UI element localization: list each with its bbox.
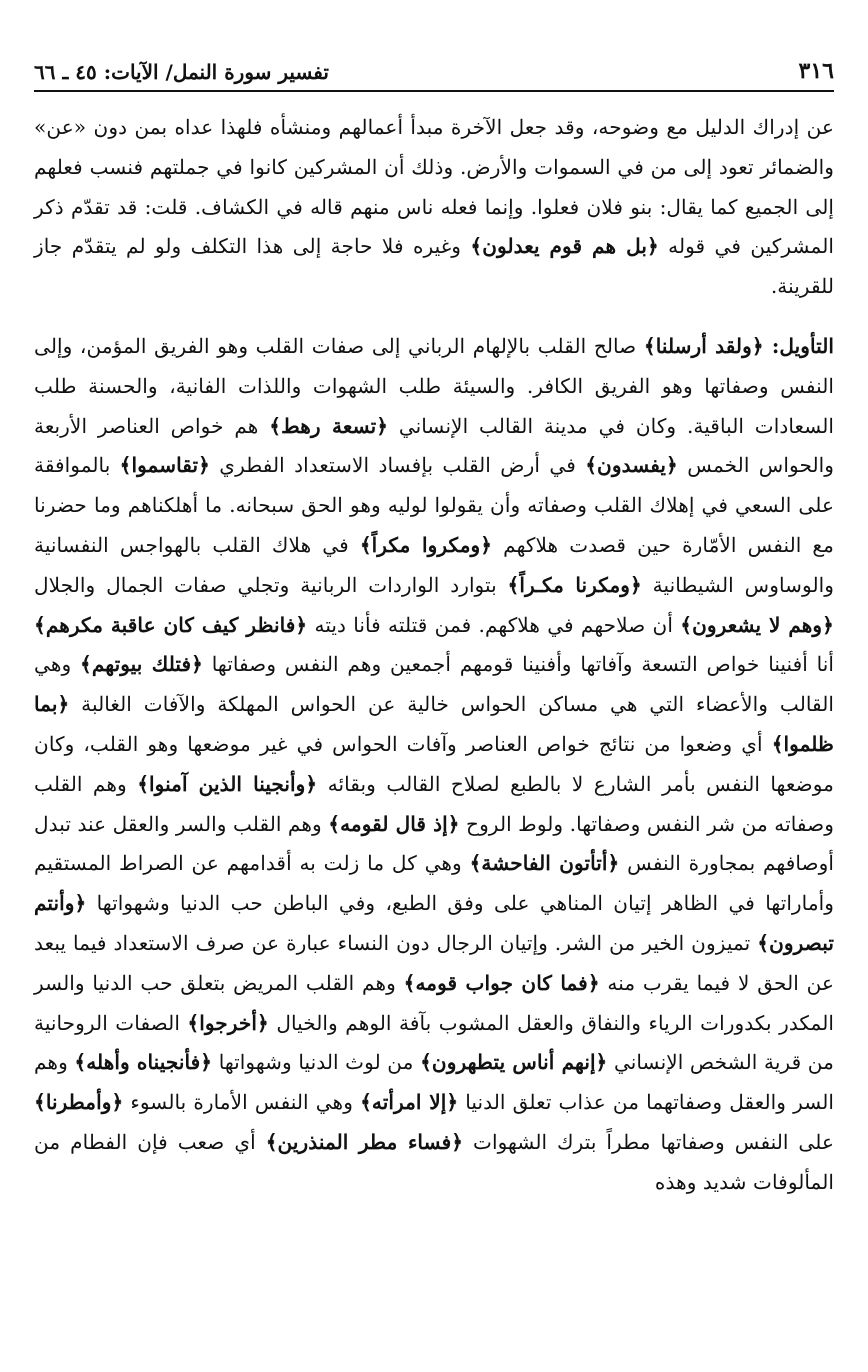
quran-quote: ﴿أتأتون الفاحشة﴾ [469,851,620,876]
quran-quote: ﴿فساء مطر المنذرين﴾ [265,1129,464,1154]
section-label: التأويل: [763,333,834,358]
quran-quote: ﴿إنهم أناس يتطهرون﴾ [420,1050,608,1075]
body-segment: أي وضعوا من نتائج خواص العناصر وآفات الحواس في غير موضعها وهو القلب، وكان موضعها النفس بأمر الشارع لا بالطبع لصلاح القالب وبقائه [34,731,834,796]
quran-quote: ﴿فانظر كيف كان عاقبة مكرهم﴾ [34,612,308,637]
body-segment: في أرض القلب بإفساد الاستعداد الفطري [209,453,586,478]
body-segment: وهي كل ما زلت به أقدامهم عن الصراط المستقيم وأماراتها في الظاهر إتيان المناهي على وفق الطبع، وفي الباطن حب الدنيا وشهواتها [34,851,834,916]
body-segment: عن إدراك الدليل مع وضوحه، وقد جعل الآخرة مبدأ أعمالهم ومنشأه فلهذا عداه بمن دون «عن» والضمائر تعود إلى من في السموات والأرض. وذلك أن المشركين كانوا في جملتهم فنسب فعلهم إلى الجميع كما يقال: بنو فلان فعلوا. وإنما فعله ناس منهم قاله في الكشاف. قلت: قد تقدّم ذكر المشركين في قوله [34,115,834,259]
quran-quote: ﴿ومكرنا مكـراً﴾ [507,572,642,597]
body-segment: على النفس وصفاتها مطراً بترك الشهوات [463,1129,834,1154]
quran-quote: ﴿وأمطرنا﴾ [34,1090,124,1115]
body-segment: أن صلاحهم في هلاكهم. فمن قتلته فأنا ديته [307,612,681,637]
body-segment: الصفات الروحانية من قرية الشخص الإنساني [34,1010,834,1075]
quran-quote: ﴿ولقد أرسلنا﴾ [643,333,764,358]
quran-quote: ﴿فما كان جواب قومه﴾ [403,970,600,995]
quran-quote: ﴿فأنجيناه وأهله﴾ [74,1050,213,1075]
body-segment: وهم السر والعقل وصفاتهما من عذاب تعلق الدنيا [34,1050,835,1115]
body-segment: وهم القلب والسر والعقل عند تبدل أوصافهم بمجاورة النفس [34,811,835,876]
quran-quote: ﴿بما ظلموا﴾ [34,692,834,756]
body-segment: بالموافقة على السعي في إهلاك القلب وصفاته وأن يقولوا لوليه وهو الحق سبحانه. ما أهلكناهم وما حضرنا مع النفس الأمّارة حين قصدت هلاكهم [34,453,834,557]
body-segment: صالح القلب بالإلهام الرباني إلى صفات القلب وهو الفريق المؤمن، وإلى النفس وصفاتها وهو الفريق الكافر. والسيئة طلب الشهوات واللذات الفانية، والحسنة طلب السعادات الباقية. وكان في مدينة القالب الإنساني [34,333,834,438]
quran-quote: ﴿تقاسموا﴾ [119,453,210,478]
body-segment: أنا أفنينا خواص التسعة وآفاتها وأفنينا قومهم أجمعين وهم النفس وصفاتها [202,652,835,677]
body-segment: وغيره فلا حاجة إلى هذا التكلف ولو لم يتقدّم جاز للقرينة. [34,234,834,299]
quran-quote: ﴿تسعة رهط﴾ [269,413,389,438]
body-text [34,108,834,1203]
quran-quote: ﴿أخرجوا﴾ [187,1010,269,1035]
quran-quote: ﴿يفسدون﴾ [585,453,678,478]
running-title: تفسير سورة النمل/ الآيات: ٤٥ ـ ٦٦ [34,60,329,84]
body-segment: من لوث الدنيا وشهواتها [212,1050,421,1075]
body-segment: تميزون الخير من الشر. وإتيان الرجال دون النساء عبارة عن صرف الاستعداد فيما يبعد عن الحق لا فيما يقرب منه [34,930,834,995]
body-segment: أي صعب فإن الفطام من المألوفات شديد وهذه [34,1129,834,1194]
quran-quote: ﴿وأنتم تبصرون﴾ [34,891,834,955]
body-segment: هم خواص العناصر الأربعة والحواس الخمس [34,413,834,478]
quran-quote: ﴿بل هم قوم يعدلون﴾ [470,234,659,259]
page-header [34,52,834,92]
body-segment: وهي النفس الأمارة بالسوء [123,1090,361,1115]
body-segment: وهي القالب والأعضاء التي هي مساكن الحواس خالية عن الحواس المهلكة والآفات الغالبة [34,652,834,717]
body-segment: وهم القلب وصفاته من شر النفس وصفاتها. ولوط الروح [34,771,834,836]
body-segment: في هلاك القلب بالهواجس النفسانية والوساوس الشيطانية [34,532,834,597]
body-segment: بتوارد الواردات الربانية وتجلي صفات الجمال والجلال [34,572,508,597]
quran-quote: ﴿وأنجينا الذين آمنوا﴾ [137,771,318,796]
paragraph [34,327,834,1203]
body-segment: وهم القلب المريض بتعلق حب الدنيا والسر المكدر بكدورات الرياء والنفاق والعقل المشوب بآفة الوهم والخيال [34,970,834,1035]
quran-quote: ﴿وهم لا يشعرون﴾ [680,612,834,637]
quran-quote: ﴿فتلك بيوتهم﴾ [80,652,203,677]
quran-quote: ﴿إذ قال لقومه﴾ [328,811,460,836]
page-number: ٣١٦ [798,58,834,84]
quran-quote: ﴿إلا امرأته﴾ [360,1090,459,1115]
paragraph [34,108,834,307]
quran-quote: ﴿ومكروا مكراً﴾ [359,532,493,557]
